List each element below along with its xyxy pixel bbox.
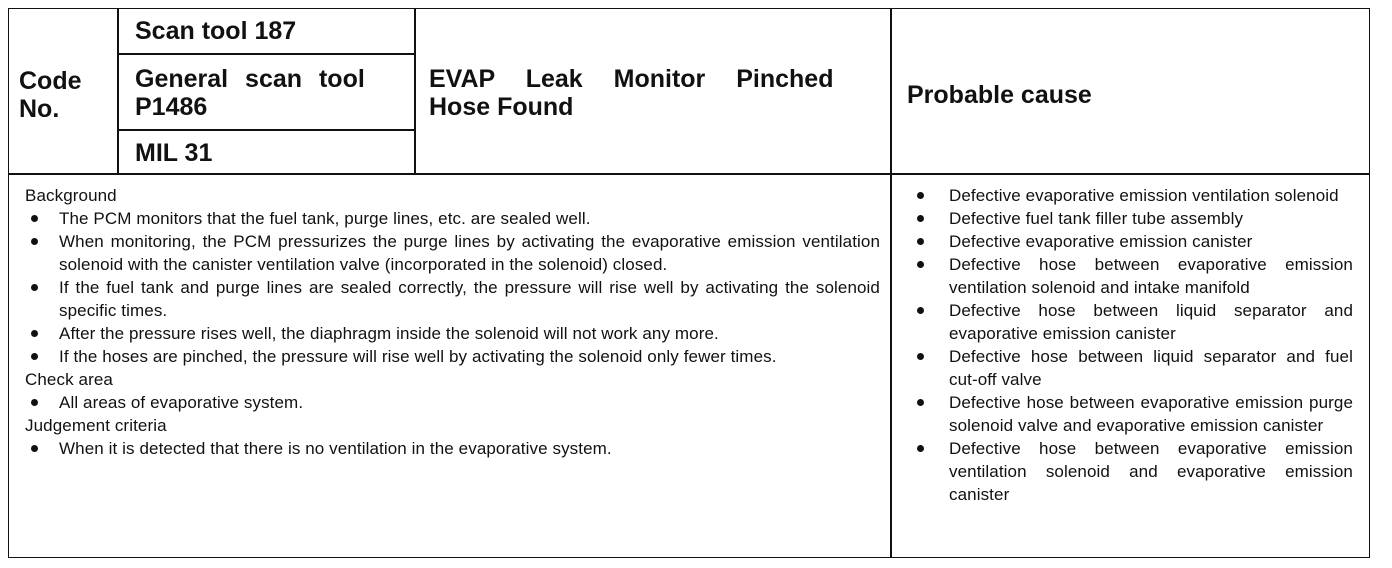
code-number-line-2: No. — [19, 95, 60, 123]
probable-cause-item: Defective hose between liquid separator and evaporative emission canister — [907, 299, 1353, 345]
probable-cause-item: Defective evaporative emission canister — [907, 230, 1353, 253]
scan-tool-code: Scan tool 187 — [135, 17, 297, 45]
diagnostic-code-sheet — [8, 8, 1370, 558]
code-number-line-1: Code — [19, 67, 82, 95]
diagnostic-details — [25, 184, 880, 460]
divider-mil-row — [117, 129, 415, 131]
judgement-criteria-list — [25, 437, 880, 460]
check-area-list — [25, 391, 880, 414]
background-item: After the pressure rises well, the diaphragm inside the solenoid will not work any more. — [25, 322, 880, 345]
background-item: When monitoring, the PCM pressurizes the purge lines by activating the evaporative emission ventilation solenoid with the canister ventilation valve (incorporated in the solenoid) closed. — [25, 230, 880, 276]
general-scan-tool-code — [135, 65, 405, 121]
probable-cause-item: Defective evaporative emission ventilation solenoid — [907, 184, 1353, 207]
probable-cause-item: Defective hose between evaporative emission purge solenoid valve and evaporative emission canister — [907, 391, 1353, 437]
background-list — [25, 207, 880, 368]
divider-scan-column — [414, 9, 416, 173]
diagnostic-title-line-1: EVAP Leak Monitor Pinched — [429, 65, 834, 93]
judgement-criteria-heading: Judgement criteria — [25, 416, 167, 435]
background-heading: Background — [25, 186, 117, 205]
probable-cause-header: Probable cause — [907, 81, 1092, 109]
divider-header-bottom — [9, 173, 1370, 175]
probable-cause-list — [907, 184, 1353, 506]
divider-scan-tool-row — [117, 53, 415, 55]
code-number-header — [19, 67, 119, 123]
probable-cause-item: Defective hose between liquid separator and fuel cut-off valve — [907, 345, 1353, 391]
check-area-item: All areas of evaporative system. — [25, 391, 880, 414]
diagnostic-title-line-2: Hose Found — [429, 93, 574, 121]
diagnostic-title — [429, 65, 879, 121]
background-item: If the hoses are pinched, the pressure will rise well by activating the solenoid only fewer times. — [25, 345, 880, 368]
background-item: The PCM monitors that the fuel tank, purge lines, etc. are sealed well. — [25, 207, 880, 230]
mil-code: MIL 31 — [135, 139, 213, 167]
judgement-criteria-item: When it is detected that there is no ventilation in the evaporative system. — [25, 437, 880, 460]
general-scan-tool-value: P1486 — [135, 93, 208, 121]
probable-cause-item: Defective fuel tank filler tube assembly — [907, 207, 1353, 230]
check-area-heading: Check area — [25, 370, 113, 389]
probable-cause-item: Defective hose between evaporative emission ventilation solenoid and evaporative emission canister — [907, 437, 1353, 506]
divider-title-column — [890, 9, 892, 557]
probable-cause-item: Defective hose between evaporative emission ventilation solenoid and intake manifold — [907, 253, 1353, 299]
background-item: If the fuel tank and purge lines are sealed correctly, the pressure will rise well by activating the solenoid specific times. — [25, 276, 880, 322]
probable-cause-details — [907, 184, 1353, 506]
general-scan-tool-label: General scan tool — [135, 65, 365, 93]
